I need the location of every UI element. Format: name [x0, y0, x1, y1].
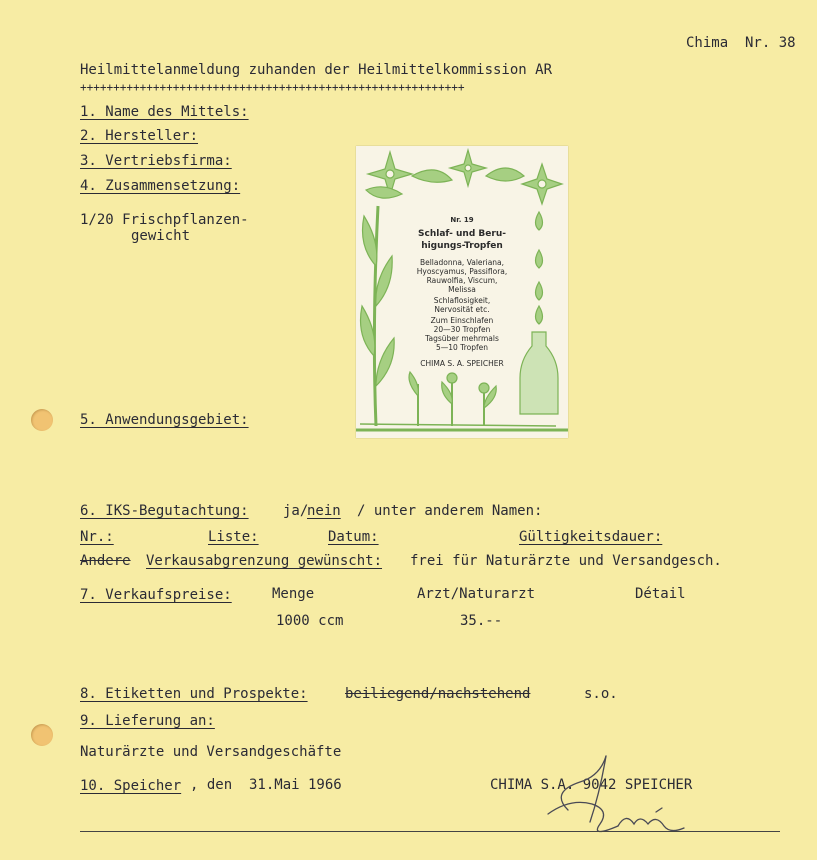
- iks-liste-label: Liste:: [208, 529, 259, 545]
- label-title-line2: higungs-Tropfen: [421, 241, 503, 251]
- price-doctor-value: 35.--: [460, 613, 503, 629]
- sales-restriction-struck: Andere: [80, 553, 131, 569]
- field-place-label: 10. Speicher: [80, 778, 182, 794]
- punch-hole-top: [31, 409, 53, 431]
- company-stamp: CHIMA S.A. 9042 SPEICHER: [490, 777, 693, 793]
- iks-validity-label: Gültigkeitsdauer:: [519, 529, 663, 545]
- product-label-image: [356, 146, 568, 438]
- price-header-doctor: Arzt/Naturarzt: [417, 586, 536, 602]
- price-header-quantity: Menge: [272, 586, 315, 602]
- document-reference: Chima Nr. 38: [686, 35, 796, 51]
- field-name-label: 1. Name des Mittels:: [80, 104, 249, 120]
- punch-hole-bottom: [31, 724, 53, 746]
- bottom-divider: [80, 831, 780, 832]
- labels-value: s.o.: [584, 686, 618, 702]
- label-ingredients-2: Hyoscyamus, Passiflora,: [416, 267, 508, 276]
- label-ingredients-1: Belladonna, Valeriana,: [419, 258, 505, 267]
- iks-nr-label: Nr.:: [80, 529, 114, 545]
- title-plus-line: ++++++++++++++++++++++++++++++++++++++++++++++++++++++++++: [80, 81, 465, 94]
- document-title: Heilmittelanmeldung zuhanden der Heilmittelkommission AR: [80, 62, 553, 78]
- field-indication-label: 5. Anwendungsgebiet:: [80, 412, 249, 428]
- label-usage-1: Schlaflosigkeit,: [433, 296, 491, 305]
- composition-value-line1: 1/20 Frischpflanzen-: [80, 212, 249, 228]
- labels-struck-text: beiliegend/nachstehend: [345, 686, 531, 702]
- field-labels-leaflets: 8. Etiketten und Prospekte:: [80, 686, 308, 702]
- label-usage-3: Zum Einschlafen: [430, 316, 494, 325]
- field-distributor-label: 3. Vertriebsfirma:: [80, 153, 232, 169]
- price-quantity-value: 1000 ccm: [276, 613, 344, 629]
- place-date-value: , den 31.Mai 1966: [190, 777, 342, 793]
- iks-datum-label: Datum:: [328, 529, 379, 545]
- label-title-line1: Schlaf- und Beru-: [418, 229, 506, 239]
- label-usage-2: Nervosität etc.: [434, 305, 490, 314]
- delivery-value: Naturärzte und Versandgeschäfte: [80, 744, 342, 760]
- price-header-retail: Détail: [635, 586, 686, 602]
- composition-value-line2: gewicht: [131, 228, 191, 244]
- label-ingredients-4: Melissa: [448, 285, 476, 294]
- iks-ja: ja/: [283, 503, 309, 519]
- label-usage-6: 5—10 Tropfen: [436, 343, 488, 352]
- sales-restriction-label: Verkausabgrenzung gewünscht:: [146, 553, 383, 569]
- field-composition-label: 4. Zusammensetzung:: [80, 178, 241, 194]
- field-iks-label: 6. IKS-Begutachtung:: [80, 503, 249, 519]
- field-delivery-label: 9. Lieferung an:: [80, 713, 215, 729]
- field-prices-label: 7. Verkaufspreise:: [80, 587, 232, 603]
- signature-scribble: [530, 752, 710, 842]
- label-ingredients-3: Rauwolfia, Viscum,: [426, 276, 498, 285]
- label-usage-5: Tagsüber mehrmals: [425, 334, 499, 343]
- iks-other-name: / unter anderem Namen:: [357, 503, 543, 519]
- field-manufacturer-label: 2. Hersteller:: [80, 128, 199, 144]
- label-usage-4: 20—30 Tropfen: [433, 325, 491, 334]
- sales-restriction-value: frei für Naturärzte und Versandgesch.: [410, 553, 722, 569]
- label-manufacturer: CHIMA S. A. SPEICHER: [420, 359, 504, 368]
- iks-nein: nein: [307, 503, 341, 519]
- label-number: Nr. 19: [450, 216, 474, 224]
